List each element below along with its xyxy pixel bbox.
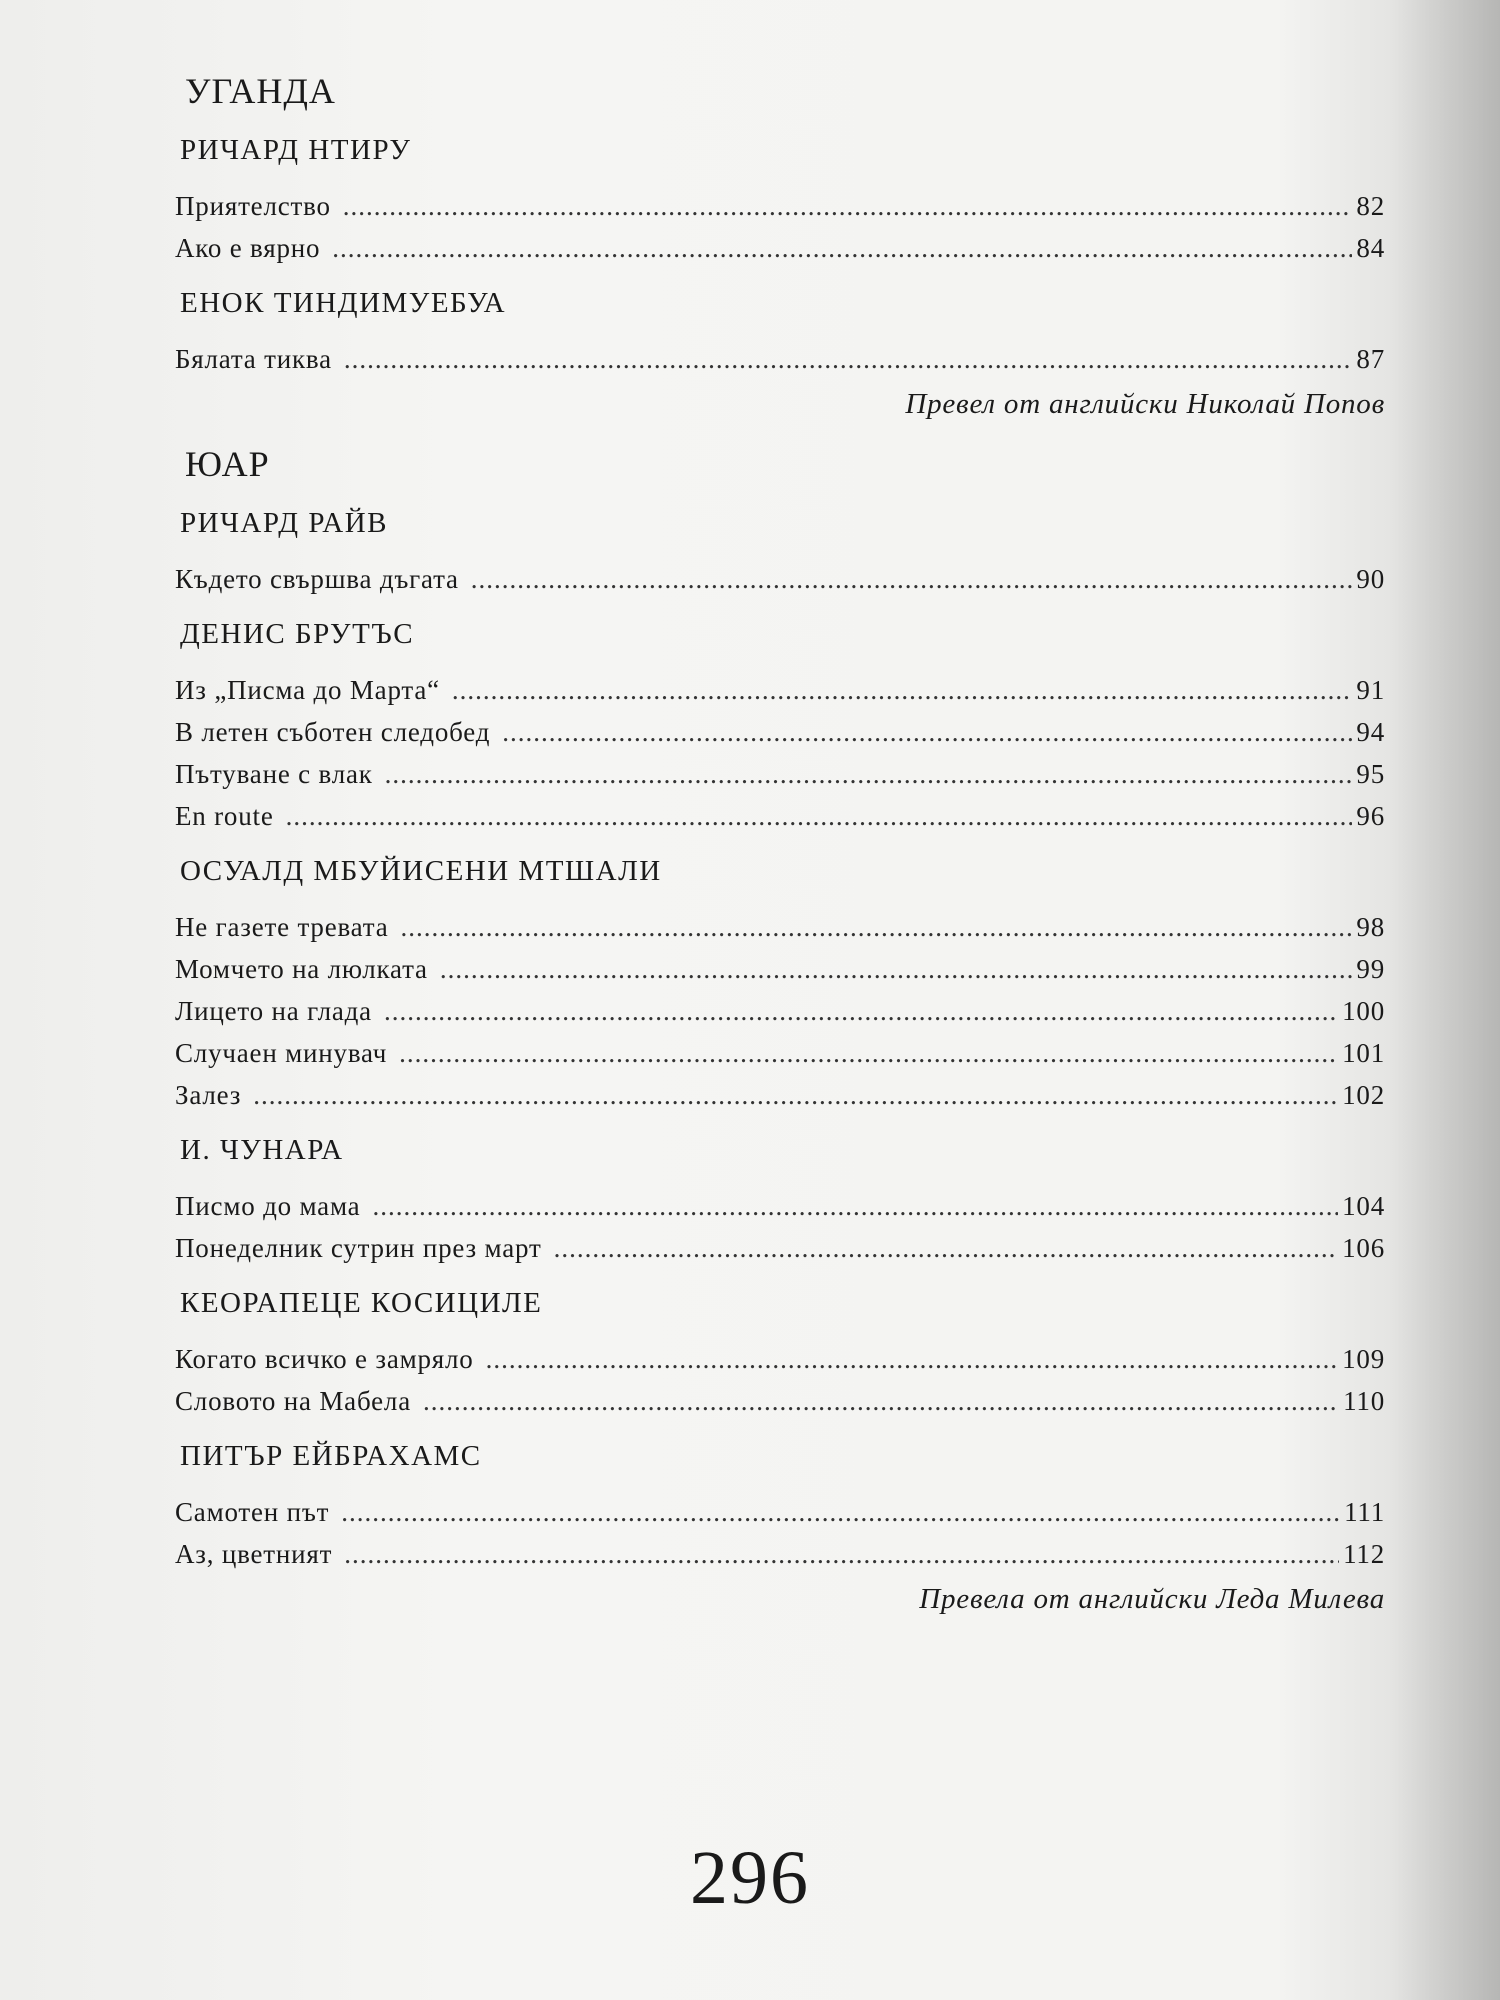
section-uganda	[165, 70, 1385, 421]
dot-leader	[372, 1185, 1338, 1227]
country-heading: УГАНДА	[185, 71, 336, 111]
section-south-africa	[165, 443, 1385, 1616]
entry-title: Аз, цветният	[175, 1539, 333, 1569]
dot-leader	[384, 990, 1338, 1032]
toc-entry	[175, 1185, 1385, 1227]
author-name: И. ЧУНАРА	[180, 1134, 344, 1166]
entry-title: Пътуване с влак	[175, 759, 373, 789]
dot-leader	[344, 1533, 1339, 1575]
entry-page: 106	[1342, 1233, 1385, 1263]
dot-leader	[400, 906, 1352, 948]
toc-entry	[175, 1032, 1385, 1074]
entry-page: 82	[1356, 191, 1385, 221]
dot-leader	[554, 1227, 1339, 1269]
toc-entry	[175, 1491, 1385, 1533]
entry-page: 102	[1342, 1080, 1385, 1110]
dot-leader	[286, 795, 1353, 837]
dot-leader	[486, 1338, 1339, 1380]
author-name: РИЧАРД НТИРУ	[180, 134, 412, 166]
entry-page: 109	[1342, 1344, 1385, 1374]
dot-leader	[341, 1491, 1340, 1533]
toc-entry	[175, 753, 1385, 795]
entry-title: Момчето на люлката	[175, 954, 428, 984]
entry-title: Където свършва дъгата	[175, 564, 459, 594]
author-name: ПИТЪР ЕЙБРАХАМС	[180, 1440, 482, 1472]
toc-entry	[175, 711, 1385, 753]
author-name: ДЕНИС БРУТЪС	[180, 618, 415, 650]
author-name: ОСУАЛД МБУЙИСЕНИ МТШАЛИ	[180, 855, 662, 887]
author-name: ЕНОК ТИНДИМУЕБУА	[180, 287, 507, 319]
author-name: РИЧАРД РАЙВ	[180, 507, 388, 539]
dot-leader	[344, 338, 1353, 380]
entry-page: 100	[1342, 996, 1385, 1026]
dot-leader	[253, 1074, 1338, 1116]
toc-entry	[175, 558, 1385, 600]
toc-entry	[175, 906, 1385, 948]
entry-title: Бялата тиква	[175, 344, 332, 374]
toc-entry	[175, 1533, 1385, 1575]
toc-entry	[175, 1227, 1385, 1269]
dot-leader	[343, 185, 1353, 227]
table-of-contents	[165, 60, 1385, 1638]
entry-page: 94	[1356, 717, 1385, 747]
entry-page: 84	[1356, 233, 1385, 263]
toc-entry	[175, 948, 1385, 990]
dot-leader	[471, 558, 1353, 600]
dot-leader	[423, 1380, 1339, 1422]
toc-entry	[175, 795, 1385, 837]
dot-leader	[502, 711, 1352, 753]
translator-credit: Превела от английски Леда Милева	[919, 1583, 1385, 1615]
toc-entry	[175, 990, 1385, 1032]
spine-shadow	[1390, 0, 1500, 2000]
entry-title: En route	[175, 801, 274, 831]
entry-title: Не газете тревата	[175, 912, 389, 942]
page-number: 296	[690, 1836, 810, 1920]
toc-entry	[175, 1074, 1385, 1116]
entry-title: В летен съботен следобед	[175, 717, 491, 747]
country-heading: ЮАР	[185, 444, 270, 484]
entry-title: Когато всичко е замряло	[175, 1344, 474, 1374]
entry-page: 99	[1356, 954, 1385, 984]
dot-leader	[440, 948, 1353, 990]
dot-leader	[385, 753, 1353, 795]
toc-entry	[175, 1380, 1385, 1422]
entry-title: Из „Писма до Марта“	[175, 675, 440, 705]
translator-credit: Превел от английски Николай Попов	[905, 388, 1385, 420]
entry-page: 112	[1343, 1539, 1385, 1569]
entry-title: Лицето на глада	[175, 996, 372, 1026]
entry-page: 101	[1342, 1038, 1385, 1068]
dot-leader	[399, 1032, 1338, 1074]
entry-title: Словото на Мабела	[175, 1386, 411, 1416]
toc-entry	[175, 669, 1385, 711]
entry-title: Случаен минувач	[175, 1038, 388, 1068]
entry-title: Приятелство	[175, 191, 331, 221]
toc-entry	[175, 1338, 1385, 1380]
entry-page: 90	[1356, 564, 1385, 594]
author-name: КЕОРАПЕЦЕ КОСИЦИЛЕ	[180, 1287, 543, 1319]
entry-title: Ако е вярно	[175, 233, 321, 263]
entry-page: 95	[1356, 759, 1385, 789]
entry-page: 104	[1342, 1191, 1385, 1221]
entry-page: 87	[1356, 344, 1385, 374]
entry-title: Залез	[175, 1080, 242, 1110]
dot-leader	[452, 669, 1353, 711]
entry-page: 98	[1356, 912, 1385, 942]
entry-title: Писмо до мама	[175, 1191, 361, 1221]
toc-entry	[175, 338, 1385, 380]
entry-page: 111	[1344, 1497, 1385, 1527]
dot-leader	[332, 227, 1352, 269]
entry-page: 110	[1343, 1386, 1385, 1416]
entry-title: Самотен път	[175, 1497, 330, 1527]
toc-entry	[175, 227, 1385, 269]
entry-page: 96	[1356, 801, 1385, 831]
toc-entry	[175, 185, 1385, 227]
entry-page: 91	[1356, 675, 1385, 705]
entry-title: Понеделник сутрин през март	[175, 1233, 542, 1263]
